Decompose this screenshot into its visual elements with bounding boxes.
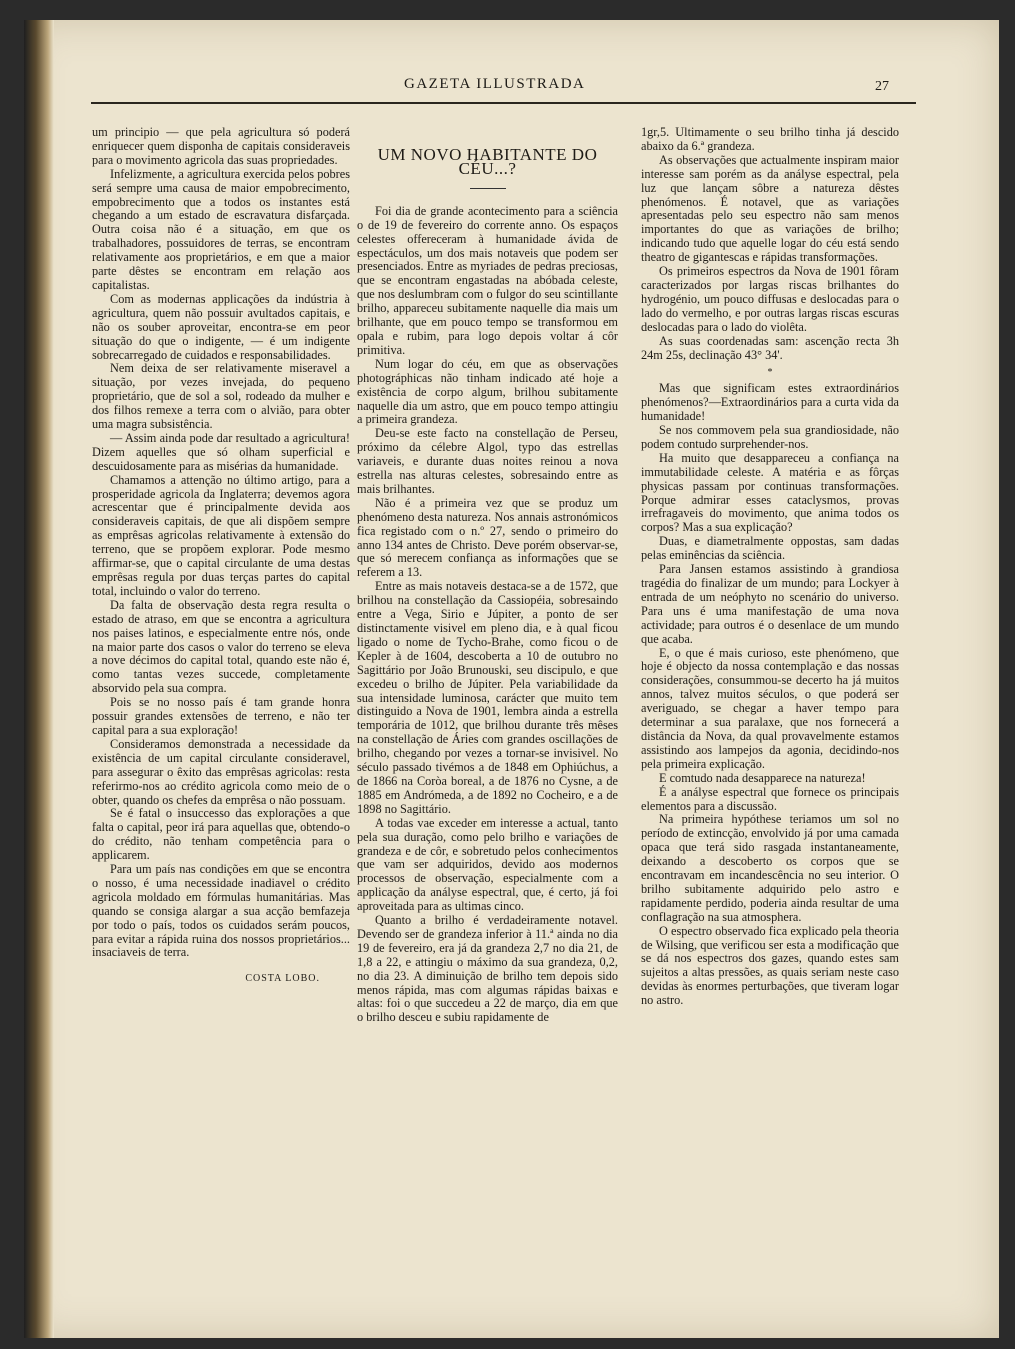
col2-paragraph: Não é a primeira vez que se produz um phenómeno desta natureza. Nos annais astronómicos fica registado com o n.º 27, sendo o primeiro do anno 134 antes de Christo. Deve porém observar-se, que só merecem confiança as informações que se referem a 13. [357,495,618,580]
col3-paragraph: Na primeira hypóthese teriamos um sol no período de extincção, envolvido já por uma camada opaca que terá sido rasgada instantaneamente, deixando a descoberto os corpos que se encontravam em incandescência no seu interior. O brilho subitamente adquirido pelo astro e rapidamente perdido, poderia ainda resultar de uma conflagração na sua atmosphera. [641,812,899,924]
column-1 [92,126,350,986]
col1-paragraph: um principio — que pela agricultura só poderá enriquecer quem disponha de capitais consideraveis para o movimento agricola das suas propriedades. [92,125,350,167]
col3-paragraph: É a anályse espectral que fornece os principais elementos para a discussão. [641,784,899,813]
col1-paragraph: Com as modernas applicações da indústria à agricultura, quem não possuir avultados capitais, e não os souber aproveitar, encontra-se em peor situação do que o indigente, — é um indigente sobrecarregado de cuidados e responsabilidades. [92,291,350,362]
author-byline: COSTA LOBO. [245,973,320,985]
col3-paragraph: E, o que é mais curioso, este phenómeno, que hoje é objecto da nossa contemplação e das nossas considerações, consummou-se decerto ha já muitos annos, talvez muitos séculos, o que poderá ser averiguado, se chegar a haver tempo para determinar a sua paralaxe, que nos fornecerá a distância da Nova, da qual provavelmente estamos assistindo aos lampejos da agonia, decidindo-nos pela primeira explicação. [641,645,899,771]
col1-paragraph: Da falta de observação desta regra resulta o estado de atraso, em que se encontra a agricultura nos paises latinos, e especialmente entre nós, onde na maior parte dos casos o valor do terreno se eleva a nove décimos do capital total, quando este não é, como tantas vezes succede, completamente absorvido pela sua compra. [92,597,350,696]
col2-paragraph: Num logar do céu, em que as observações photográphicas não tinham indicado até hoje a existência de corpo algum, brilhou subitamente naquelle dia um astro, que em pouco tempo attingiu a primeira grandeza. [357,356,618,427]
col2-paragraph: Deu-se este facto na constellação de Perseu, próximo da célebre Algol, typo das estrellas variaveis, e durante duas noites reinou a nova estrella nas alturas celestes, sobresaindo entre as mais brilhantes. [357,426,618,496]
binding-gutter [24,20,54,1338]
section-star-separator: * [767,367,773,379]
header-rule [91,102,916,104]
col3-paragraph: Ha muito que desappareceu a confiança na immutabilidade celeste. A matéria e as fôrças physicas passam por continuas transformações. Porque admirar esses cataclysmos, provas irrefragaveis do movimento, que anima todos os corpos? Mas a sua explicação? [641,450,899,535]
col3-paragraph: Duas, e diametralmente oppostas, sam dadas pelas eminências da sciência. [641,534,899,563]
col3-paragraph: Mas que significam estes extraordinários phenómenos?—Extraordinários para a curta vida da humanidade! [641,381,899,424]
title-rule [470,188,506,189]
col3-paragraph: Para Jansen estamos assistindo à grandiosa tragédia do finalizar de um mundo; para Lockyer à entrada de um neóphyto no scenário do universo. Para uns é uma manifestação de uma nova actividade; para outros é o desenlace de um mundo que acaba. [641,562,899,646]
col1-paragraph: Pois se no nosso país é tam grande honra possuir grandes extensões de terreno, e não ter capital para a sua exploração! [92,695,350,737]
col3-paragraph: As suas coordenadas sam: ascenção recta 3h 24m 25s, declinação 43° 34'. [641,333,899,362]
page-number: 27 [875,79,889,94]
col1-paragraph: — Assim ainda pode dar resultado a agricultura! Dizem aquelles que só olham superficial e descuidosamente para as misérias da humanidade. [92,430,350,473]
col3-paragraph: As observações que actualmente inspiram maior interesse sam porém as da anályse espectral, pela luz que lançam sôbre a natureza dêstes phenómenos. É notavel, que as variações apresentadas pelo seu espectro não sam menos importantes do que as variações de brilho; indicando tudo que aquelle logar do céu está sendo theatro de gigantescas e rápidas transformações. [641,152,899,265]
col3-paragraph: Se nos commovem pela sua grandiosidade, não podem contudo surprehender-nos. [641,423,899,451]
col2-paragraph: Entre as mais notaveis destaca-se a de 1572, que brilhou na constellação da Cassiopéia, sobresaindo entre a Vega, Sirio e Júpiter, a ponto de ser distinctamente visivel em pleno dia, e à qual ficou ligado o nome de Tycho-Brahe, como ficou o de Kepler à de 1604, descoberta a 10 de outubro no Sagittário por João Brunouski, seu discipulo, e que excedeu o brilho de Júpiter. Pela variabilidade da sua intensidade luminosa, carácter que muito tem distinguido a Nova de 1901, lembra ainda a estrella temporária de 1012, que brilhou durante três mêses na constellação de Áries com grandes oscillações de brilho, chegando por vezes a tornar-se invisivel. No século passado tivémos a de 1848 em Ophiúchus, a de 1866 na Coròa boreal, a de 1876 no Cysne, a de 1885 em Andrómeda, a de 1892 no Cocheiro, e a de 1898 no Sagittário. [357,579,618,816]
col1-paragraph: Nem deixa de ser relativamente miseravel a situação, por vezes invejada, do pequeno proprietário, que de sol a sol, rodeado da mulher e dos filhos remexe a terra com o alvião, para obter uma magra subsistência. [92,361,350,432]
col1-paragraph: Se é fatal o insuccesso das explorações a que falta o capital, peor irá para aquellas que, obtendo-o do crédito, não tenham competência para o applicarem. [92,806,350,863]
col1-paragraph: Infelizmente, a agricultura exercida pelos pobres será sempre uma causa de maior empobrecimento, empobrecimento que a todos os instantes está chegando a um estado de escravatura disfarçada. Outra coisa não é a situação, em que os trabalhadores, possuidores de terras, se encontram relativamente aos proprietários, e em que a maior parte dêstes se encontram em relação aos capitalistas. [92,166,350,292]
col3-paragraph: O espectro observado fica explicado pela theoria de Wilsing, que verificou ser esta a modificação que se dá nos espectros dos gazes, quando estes sam sujeitos a altas pressões, as quais seriam neste caso devidas às enormes perturbações, que tiveram logar no astro. [641,923,899,1008]
col3-paragraph: Os primeiros espectros da Nova de 1901 fôram caracterizados por largas riscas brilhantes do hydrogénio, um pouco diffusas e deslocadas para o lado do vermelho, e por outras largas riscas escuras deslocadas para o lado do violêta. [641,264,899,334]
article-title: UM NOVO HABITANTE DO CÉU...? [377,145,598,178]
col2-paragraph: Foi dia de grande acontecimento para a sciência o de 19 de fevereiro do corrente anno. Os espaços celestes offereceram à humanidade ávida de espectáculos, um dos mais notaveis que podem ser presenciados. Entre as myriades de pedras preciosas, que se encontram engastadas na abóbada celeste, que nos deslumbram com o fulgor do seu scintillante brilho, appareceu subitamente naquelle dia mais um brilhante, que em pouco tempo se transformou em opala e rubim, para logo depois voltar á côr primitiva. [357,203,618,357]
newspaper-page [24,20,999,1338]
col2-paragraph: Quanto a brilho é verdadeiramente notavel. Devendo ser de grandeza inferior à 11.ª ainda no dia 19 de fevereiro, era já da grandeza 2,7 no dia 21, de 1,8 a 22, e attingiu o máximo da sua grandeza, 0,2, no dia 23. A diminuição de brilho tem depois sido menos rápida, mas com algumas rápidas baixas e altas: foi o que succedeu a 22 de março, dia em que o brilho desceu e subiu rapidamente de [357,913,618,1025]
column-3 [641,126,899,1008]
col1-paragraph: Consideramos demonstrada a necessidade da existência de um capital circulante consideravel, para assegurar o êxito das emprêsas agricolas: resta referirmo-nos ao crédito agricola como meio de o obter, quando os chefes da emprêsa o não possuam. [92,736,350,807]
col2-paragraph: A todas vae exceder em interesse a actual, tanto pela sua duração, como pelo brilho e variações de grandeza e de côr, e sobretudo pelos conhecimentos que vam ser adquiridos, devido aos modernos processos de observação, especialmente com a applicação da anályse espectral, que, é certo, já foi aproveitada para as ultimas cinco. [357,815,618,914]
column-2 [357,126,618,1025]
col1-paragraph: Chamamos a attenção no último artigo, para a prosperidade agricola da Inglaterra; devemos agora acrescentar que é principalmente devida aos consideraveis capitais, de que ali dispõem sempre as emprêsas agricolas relativamente à extensão do terreno, que se propõem explorar. Pode mesmo affirmar-se, que o capital circulante de uma destas emprêsas regula por duas terças partes do capital total, incluindo o valor do terreno. [92,472,350,598]
col1-paragraph: Para um país nas condições em que se encontra o nosso, é uma necessidade inadiavel o crédito agricola moldado em fórmulas humanitárias. Mas quando se consiga alargar a sua acção bemfazeja por todo o país, todos os cuidados serám poucos, para evitar a rápida ruina dos nossos proprietários... insaciaveis de terra. [92,862,350,960]
col3-paragraph: E comtudo nada desapparece na natureza! [659,770,866,785]
masthead-title: GAZETA ILLUSTRADA [404,76,586,92]
col3-paragraph: 1gr,5. Ultimamente o seu brilho tinha já descido abaixo da 6.ª grandeza. [641,125,899,153]
